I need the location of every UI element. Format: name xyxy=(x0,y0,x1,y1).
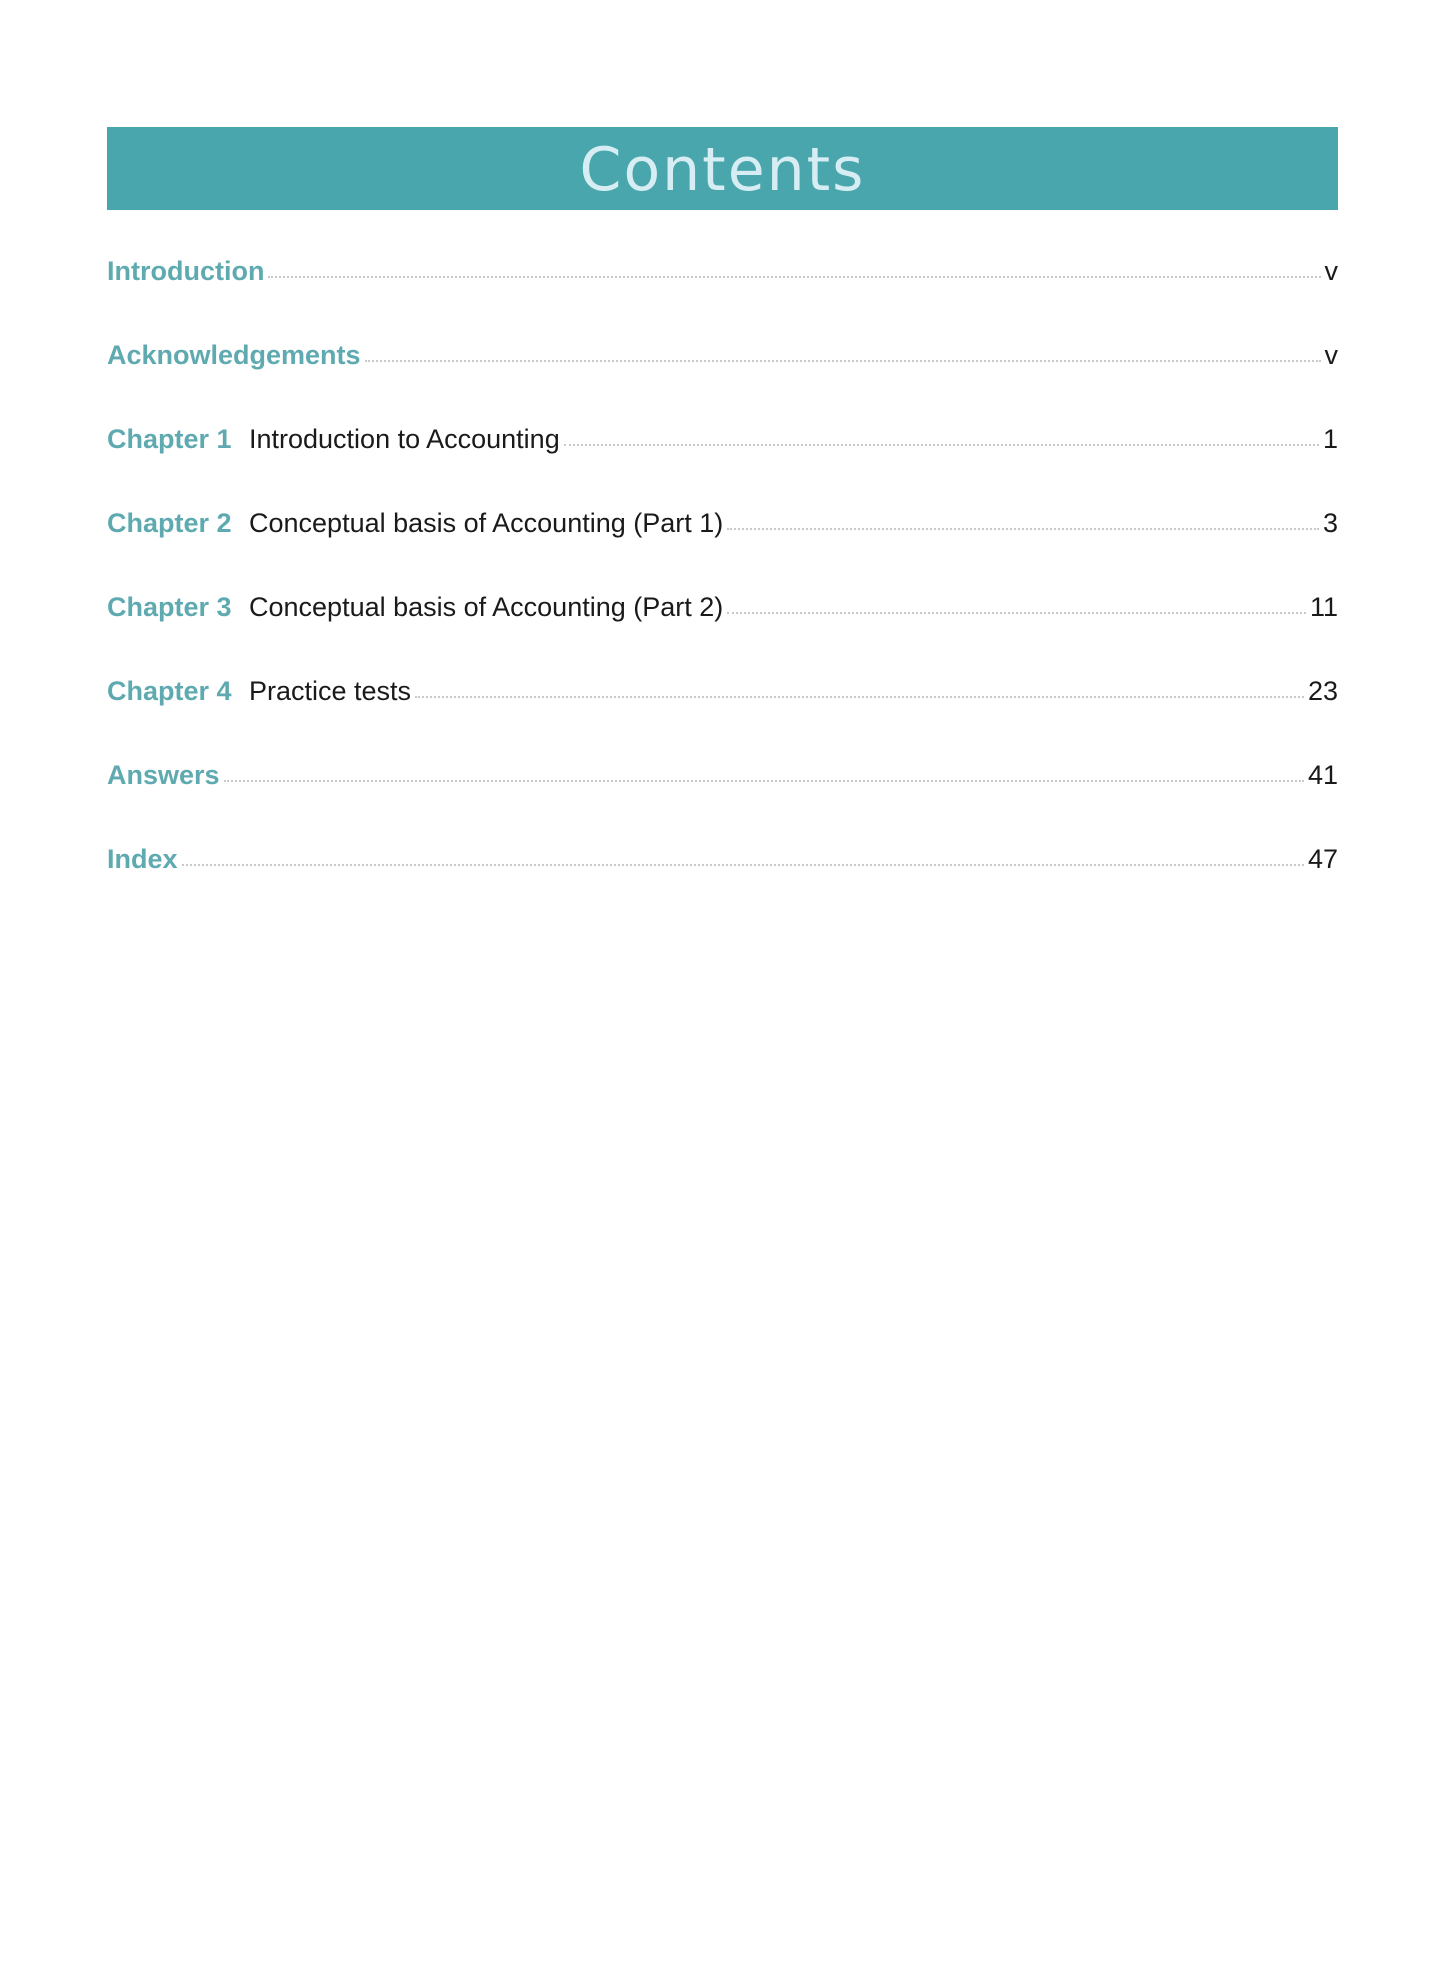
page-title: Contents xyxy=(579,134,866,205)
toc-page-number: v xyxy=(1324,340,1338,370)
toc-page-number: 1 xyxy=(1322,424,1338,454)
toc-page-number: 47 xyxy=(1307,844,1338,874)
toc-entry-introduction[interactable] xyxy=(107,248,1338,332)
dot-leader xyxy=(564,443,1319,446)
toc-chapter-label: Chapter 1 xyxy=(107,424,232,454)
dot-leader xyxy=(224,779,1304,782)
dot-leader xyxy=(365,359,1321,362)
dot-leader xyxy=(268,275,1320,278)
toc-page-number: 41 xyxy=(1307,760,1338,790)
dot-leader xyxy=(727,527,1319,530)
dot-leader xyxy=(182,863,1304,866)
toc-entry-chapter-3[interactable] xyxy=(107,584,1338,668)
toc-chapter-label: Chapter 4 xyxy=(107,676,232,706)
toc-entry-index[interactable] xyxy=(107,836,1338,920)
toc-entry-chapter-4[interactable] xyxy=(107,668,1338,752)
toc-page-number: 3 xyxy=(1322,508,1338,538)
toc-chapter-title: Practice tests xyxy=(249,676,412,706)
toc-entry-label: Acknowledgements xyxy=(107,340,361,370)
dot-leader xyxy=(415,695,1304,698)
toc-entry-answers[interactable] xyxy=(107,752,1338,836)
toc-page-number: 11 xyxy=(1309,592,1338,622)
toc-entry-acknowledgements[interactable] xyxy=(107,332,1338,416)
toc-page-number: v xyxy=(1324,256,1338,286)
toc-entry-label: Index xyxy=(107,844,178,874)
table-of-contents xyxy=(107,248,1338,920)
toc-chapter-label: Chapter 2 xyxy=(107,508,232,538)
contents-banner xyxy=(107,127,1338,210)
toc-entry-label: Introduction xyxy=(107,256,265,286)
toc-entry-chapter-2[interactable] xyxy=(107,500,1338,584)
toc-chapter-title: Conceptual basis of Accounting (Part 2) xyxy=(249,592,724,622)
toc-chapter-title: Introduction to Accounting xyxy=(249,424,560,454)
toc-page-number: 23 xyxy=(1307,676,1338,706)
toc-entry-chapter-1[interactable] xyxy=(107,416,1338,500)
toc-chapter-label: Chapter 3 xyxy=(107,592,232,622)
dot-leader xyxy=(727,611,1306,614)
toc-entry-label: Answers xyxy=(107,760,220,790)
toc-chapter-title: Conceptual basis of Accounting (Part 1) xyxy=(249,508,724,538)
